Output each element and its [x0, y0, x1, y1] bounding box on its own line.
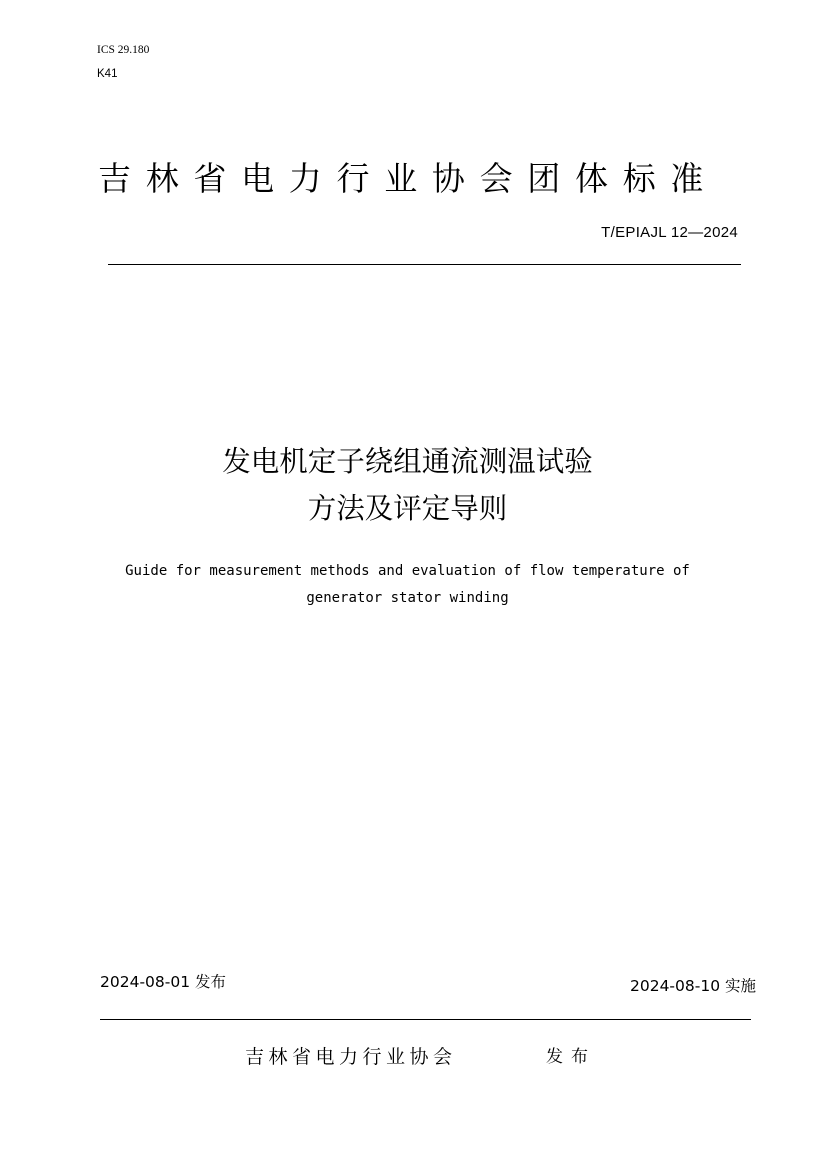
issue-label: 发布 [546, 1047, 596, 1067]
title-chinese-line-2: 方法及评定导则 [307, 492, 508, 525]
title-english-line-2: generator stator winding [306, 590, 509, 606]
ccs-code: K41 [97, 68, 118, 80]
ics-code: ICS 29.180 [97, 44, 150, 56]
issuing-organization: 吉林省电力行业协会 [245, 1046, 457, 1068]
top-divider [108, 264, 741, 265]
publication-date: 2024-08-01 发布 [100, 973, 227, 991]
title-chinese-line-1: 发电机定子绕组通流测温试验 [222, 445, 593, 478]
title-english-line-1: Guide for measurement methods and evaluation of flow temperature of [125, 563, 690, 579]
bottom-divider [100, 1019, 751, 1020]
standard-number: T/EPIAJL 12—2024 [601, 224, 738, 241]
implementation-date: 2024-08-10 实施 [629, 977, 756, 995]
organization-standard-title: 吉林省电力行业协会团体标准 [98, 159, 719, 198]
